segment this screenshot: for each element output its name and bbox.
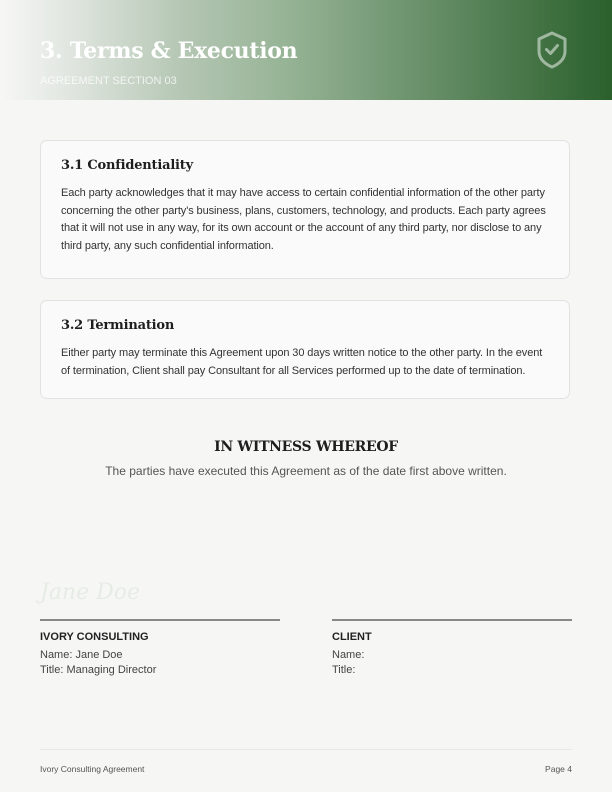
signer-title: Title: [332, 664, 356, 676]
signature-script: Jane Doe [40, 580, 141, 605]
footer-page-number: Page 4 [545, 764, 572, 774]
shield-check-icon [535, 31, 569, 69]
section-header [0, 0, 612, 100]
page-title: 3. Terms & Execution [40, 38, 298, 64]
section-title: 3.1 Confidentiality [61, 158, 193, 173]
party-name: IVORY CONSULTING [40, 631, 149, 643]
signer-name: Name: [332, 649, 365, 661]
witness-text: The parties have executed this Agreement as of the date first above written. [105, 464, 507, 478]
footer-document-name: Ivory Consulting Agreement [40, 764, 145, 774]
signer-title: Title: Managing Director [40, 664, 157, 676]
signer-name: Name: Jane Doe [40, 649, 123, 661]
section-card-confidentiality [40, 140, 570, 279]
party-name: CLIENT [332, 631, 372, 643]
signature-line [40, 619, 280, 621]
signature-block-client [332, 580, 572, 678]
witness-heading: IN WITNESS WHEREOF [214, 439, 398, 455]
signature-block-consultant [40, 580, 280, 678]
section-subtitle: AGREEMENT SECTION 03 [40, 75, 177, 87]
section-body: Either party may terminate this Agreement upon 30 days written notice to the other party. In the event of termination, Client shall pay Consultant for all Services performed up to the date of termination. [61, 347, 543, 377]
signature-line [332, 619, 572, 621]
section-title: 3.2 Termination [61, 318, 175, 333]
section-body: Each party acknowledges that it may have access to certain confidential information of the other party concerning the other party's business, plans, customers, technology, and products. Each party agrees that it will not use in any way, for its own account or the account of any third party, nor disclose to any third party, any such confidential information. [61, 187, 546, 252]
section-card-termination [40, 300, 570, 399]
footer-divider [40, 749, 572, 750]
signature-script [332, 580, 572, 606]
